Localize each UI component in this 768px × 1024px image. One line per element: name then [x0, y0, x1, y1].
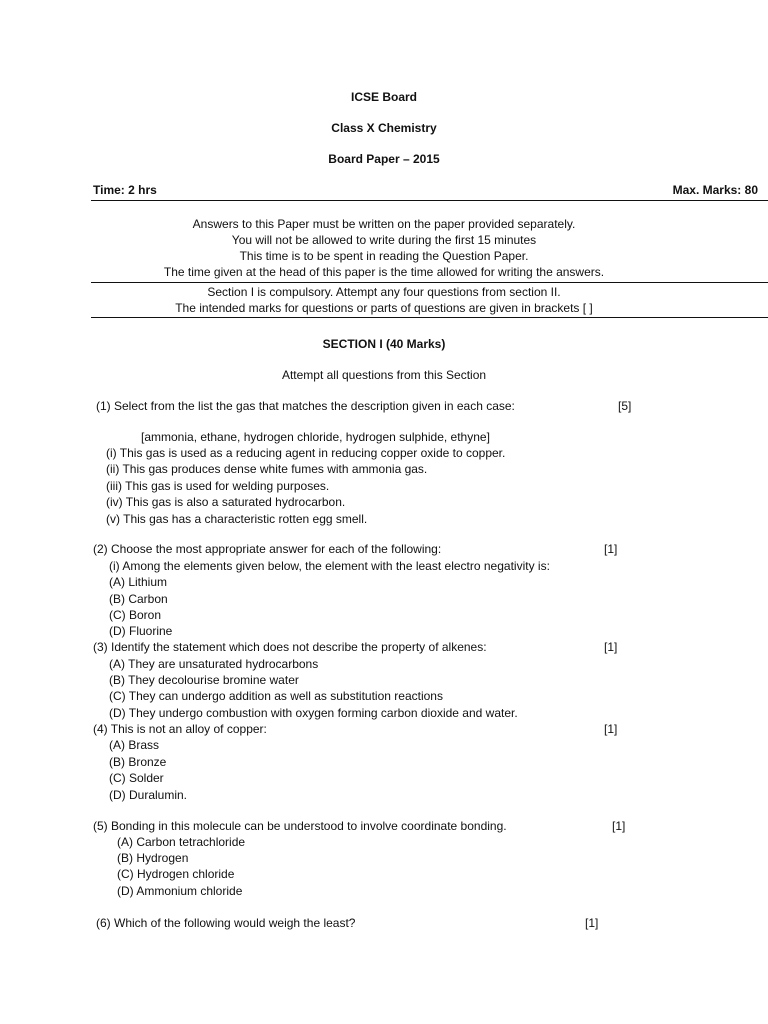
list-item: (ii) This gas produces dense white fumes with ammonia gas.: [106, 462, 428, 476]
option: (D) They undergo combustion with oxygen forming carbon dioxide and water.: [109, 706, 518, 720]
instruction-line: This time is to be spent in reading the Question Paper.: [239, 249, 529, 263]
divider-middle: [91, 282, 768, 283]
option: (D) Fluorine: [109, 624, 173, 638]
instruction-line: Answers to this Paper must be written on the paper provided separately.: [192, 217, 576, 231]
option: (D) Ammonium chloride: [117, 884, 243, 898]
instruction-line: You will not be allowed to write during the first 15 minutes: [231, 233, 537, 247]
sub-question: (i) Among the elements given below, the element with the least electro negativity is:: [109, 559, 550, 573]
max-marks-label: Max. Marks: 80: [672, 183, 758, 197]
question-2: (2) Choose the most appropriate answer for each of the following:: [93, 542, 442, 556]
question-4-marks: [1]: [604, 722, 618, 736]
list-item: (iii) This gas is used for welding purposes.: [106, 479, 330, 493]
option: (B) They decolourise bromine water: [109, 673, 299, 687]
option: (A) Lithium: [109, 575, 168, 589]
section-subtitle: Attempt all questions from this Section: [281, 368, 487, 382]
option: (C) Hydrogen chloride: [117, 867, 235, 881]
time-label: Time: 2 hrs: [93, 183, 157, 197]
option: (C) Solder: [109, 771, 164, 785]
instruction-line: The time given at the head of this paper is the time allowed for writing the answers.: [163, 265, 605, 279]
option: (B) Carbon: [109, 592, 168, 606]
question-3-marks: [1]: [604, 640, 618, 654]
question-1-marks: [5]: [618, 399, 632, 413]
question-6: (6) Which of the following would weigh the least?: [96, 916, 356, 930]
divider-top: [91, 200, 768, 201]
question-1: (1) Select from the list the gas that matches the description given in each case:: [96, 399, 515, 413]
question-3: (3) Identify the statement which does not describe the property of alkenes:: [93, 640, 487, 654]
option: (B) Hydrogen: [117, 851, 189, 865]
question-6-marks: [1]: [585, 916, 599, 930]
option: (C) Boron: [109, 608, 162, 622]
option: (B) Bronze: [109, 755, 167, 769]
list-item: (i) This gas is used as a reducing agent in reducing copper oxide to copper.: [106, 446, 506, 460]
board-title: ICSE Board: [350, 90, 417, 104]
option: (D) Duralumin.: [109, 788, 188, 802]
question-5-marks: [1]: [612, 819, 626, 833]
section-title: SECTION I (40 Marks): [322, 337, 446, 351]
class-subject: Class X Chemistry: [331, 121, 437, 135]
question-4: (4) This is not an alloy of copper:: [93, 722, 267, 736]
instruction-line: The intended marks for questions or parts of questions are given in brackets [ ]: [175, 301, 593, 315]
list-item: (v) This gas has a characteristic rotten egg smell.: [106, 512, 368, 526]
option: (C) They can undergo addition as well as substitution reactions: [109, 689, 443, 703]
option: (A) Brass: [109, 738, 160, 752]
option: (A) They are unsaturated hydrocarbons: [109, 657, 319, 671]
question-5: (5) Bonding in this molecule can be understood to involve coordinate bonding.: [93, 819, 507, 833]
gas-list: [ammonia, ethane, hydrogen chloride, hydrogen sulphide, ethyne]: [141, 430, 490, 444]
option: (A) Carbon tetrachloride: [117, 835, 246, 849]
paper-title: Board Paper – 2015: [328, 152, 440, 166]
instruction-line: Section I is compulsory. Attempt any four questions from section II.: [207, 285, 561, 299]
question-2-marks: [1]: [604, 542, 618, 556]
list-item: (iv) This gas is also a saturated hydrocarbon.: [106, 495, 346, 509]
divider-bottom: [91, 317, 768, 318]
